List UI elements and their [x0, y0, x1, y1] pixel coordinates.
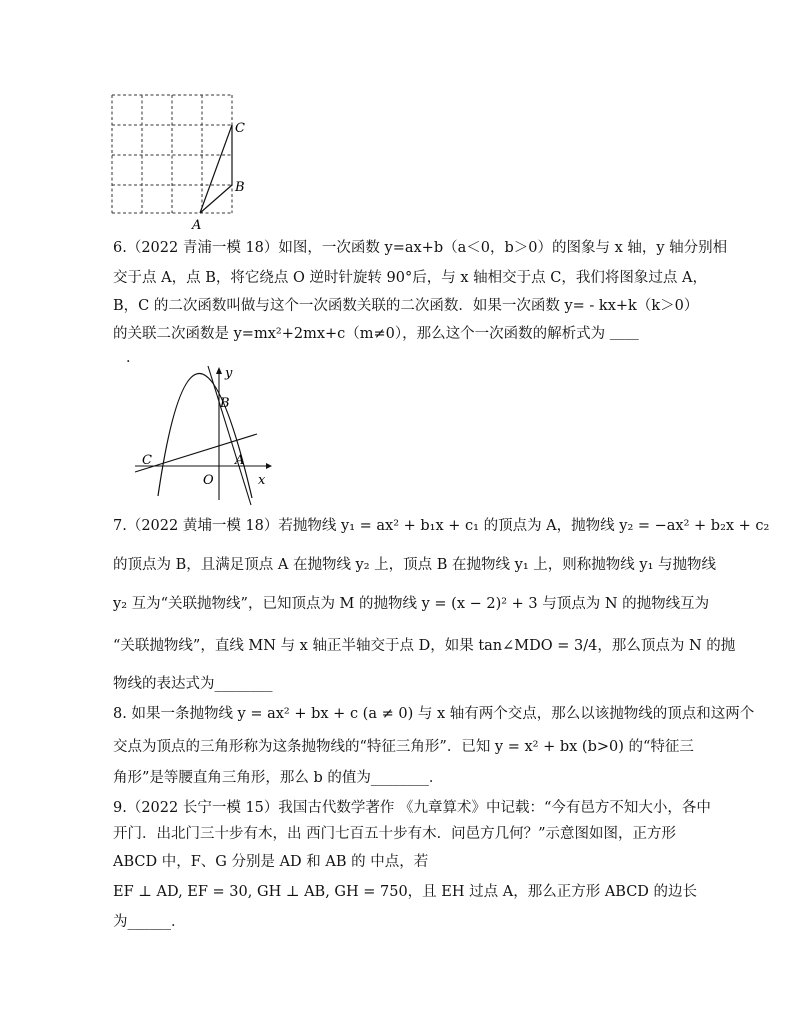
q6-line4: 的关联二次函数是 y=mx²+2mx+c（m≠0），那么这个一次函数的解析式为 ＿＿ [113, 326, 639, 342]
q6-line5: ． [126, 350, 141, 366]
label-c2: C [142, 453, 152, 468]
q6-line3: B，C 的二次函数叫做与这个一次函数关联的二次函数．如果一次函数 y= - kx+k（k＞0） [113, 298, 699, 314]
q9-line5: 为______． [113, 914, 186, 930]
label-b: B [235, 180, 245, 195]
q8-line1: 8. 如果一条抛物线 y = ax² + bx + c (a ≠ 0) 与 x 轴有两个交点，那么以该抛物线的顶点和这两个 [113, 706, 755, 722]
label-b2: B [220, 396, 230, 411]
q8-line3: 角形”是等腰直角三角形，那么 b 的值为________． [113, 770, 444, 786]
q9-line1: 9.（2022 长宁一模 15）我国古代数学著作 《九章算术》中记载：“今有邑方不知大小，各中 [113, 800, 711, 816]
q9-line3: ABCD 中，F、G 分别是 AD 和 AB 的 中点，若 [113, 854, 429, 870]
axis-y-label: y [225, 366, 233, 381]
q7-line5: 物线的表达式为________ [113, 676, 273, 692]
q6-line2: 交于点 A，点 B，将它绕点 O 逆时针旋转 90°后，与 x 轴相交于点 C，我们将图象过点 A， [113, 270, 707, 286]
grid-figure [108, 92, 258, 232]
parabola-figure [130, 360, 280, 510]
q6-line1: 6.（2022 青浦一模 18）如图，一次函数 y=ax+b（a＜0，b＞0）的图象与 x 轴，y 轴分别相 [113, 240, 728, 256]
axis-x-label: x [258, 473, 266, 488]
q7-line2: 的顶点为 B，且满足顶点 A 在抛物线 y₂ 上，顶点 B 在抛物线 y₁ 上，则称抛物线 y₁ 与抛物线 [113, 557, 716, 573]
label-o: O [203, 473, 214, 488]
q7-line1: 7.（2022 黄埔一模 18）若抛物线 y₁ = ax² + b₁x + c₁ 的顶点为 A，抛物线 y₂ = −ax² + b₂x + c₂ [113, 518, 770, 534]
q9-line2: 开门．出北门三十步有木，出 西门七百五十步有木．问邑方几何？”示意图如图，正方形 [113, 826, 677, 842]
label-a: A [192, 218, 202, 232]
q9-line4: EF ⊥ AD, EF = 30, GH ⊥ AB, GH = 750，且 EH 过点 A，那么正方形 ABCD 的边长 [113, 884, 698, 900]
q8-line2: 交点为顶点的三角形称为这条抛物线的“特征三角形”．已知 y = x² + bx (b>0) 的“特征三 [113, 739, 694, 755]
label-a2: A [235, 453, 245, 468]
label-c: C [235, 121, 245, 136]
q7-line4: “关联抛物线”，直线 MN 与 x 轴正半轴交于点 D，如果 tan∠MDO = 3/4，那么顶点为 N 的抛 [113, 638, 736, 654]
q7-line3: y₂ 互为“关联抛物线”，已知顶点为 M 的抛物线 y = (x − 2)² + 3 与顶点为 N 的抛物线互为 [113, 596, 710, 612]
